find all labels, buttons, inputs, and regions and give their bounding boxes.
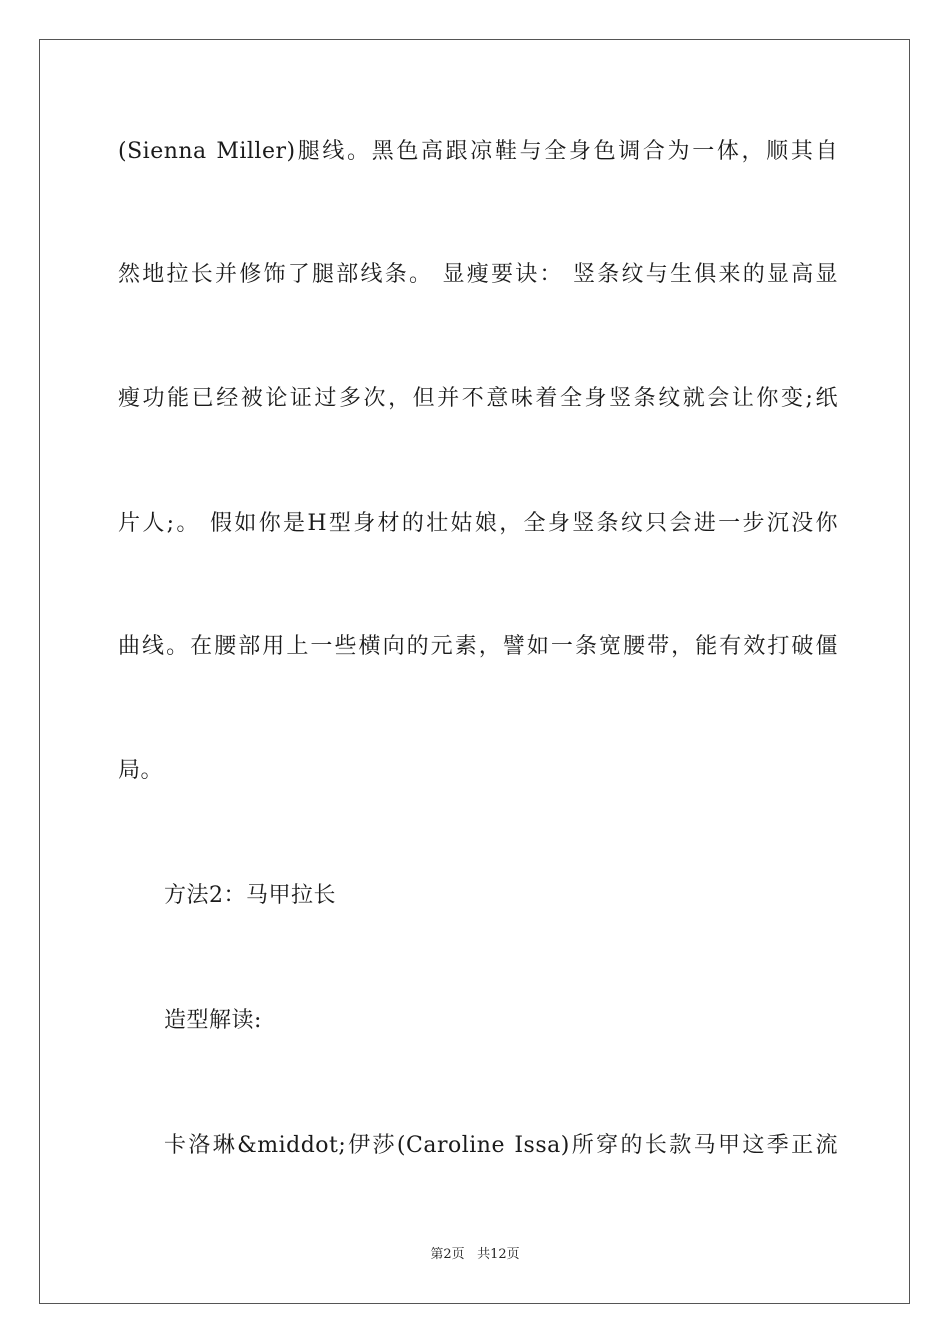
page-number: 第2页: [430, 1247, 465, 1262]
section-label: 造型解读:: [164, 1008, 262, 1033]
paragraph-line-6: 局。: [118, 758, 164, 783]
paragraph-line-2: 然地拉长并修饰了腿部线条。 显瘦要诀： 竖条纹与生俱来的显高显: [118, 262, 838, 287]
paragraph-last-line: 卡洛琳&middot;伊莎(Caroline Issa)所穿的长款马甲这季正流: [164, 1133, 838, 1158]
paragraph-line-1: (Sienna Miller)腿线。黑色高跟凉鞋与全身色调合为一体，顺其自: [118, 139, 838, 164]
paragraph-line-4: 片人;。 假如你是H型身材的壮姑娘，全身竖条纹只会进一步沉没你: [118, 511, 838, 536]
page-total: 共12页: [477, 1247, 520, 1262]
page-border: [39, 39, 910, 1304]
page-footer: [0, 1247, 950, 1263]
method-heading: 方法2：马甲拉长: [164, 883, 336, 908]
paragraph-line-5: 曲线。在腰部用上一些横向的元素，譬如一条宽腰带，能有效打破僵: [118, 634, 838, 659]
paragraph-line-3: 瘦功能已经被论证过多次，但并不意味着全身竖条纹就会让你变;纸: [118, 386, 838, 411]
